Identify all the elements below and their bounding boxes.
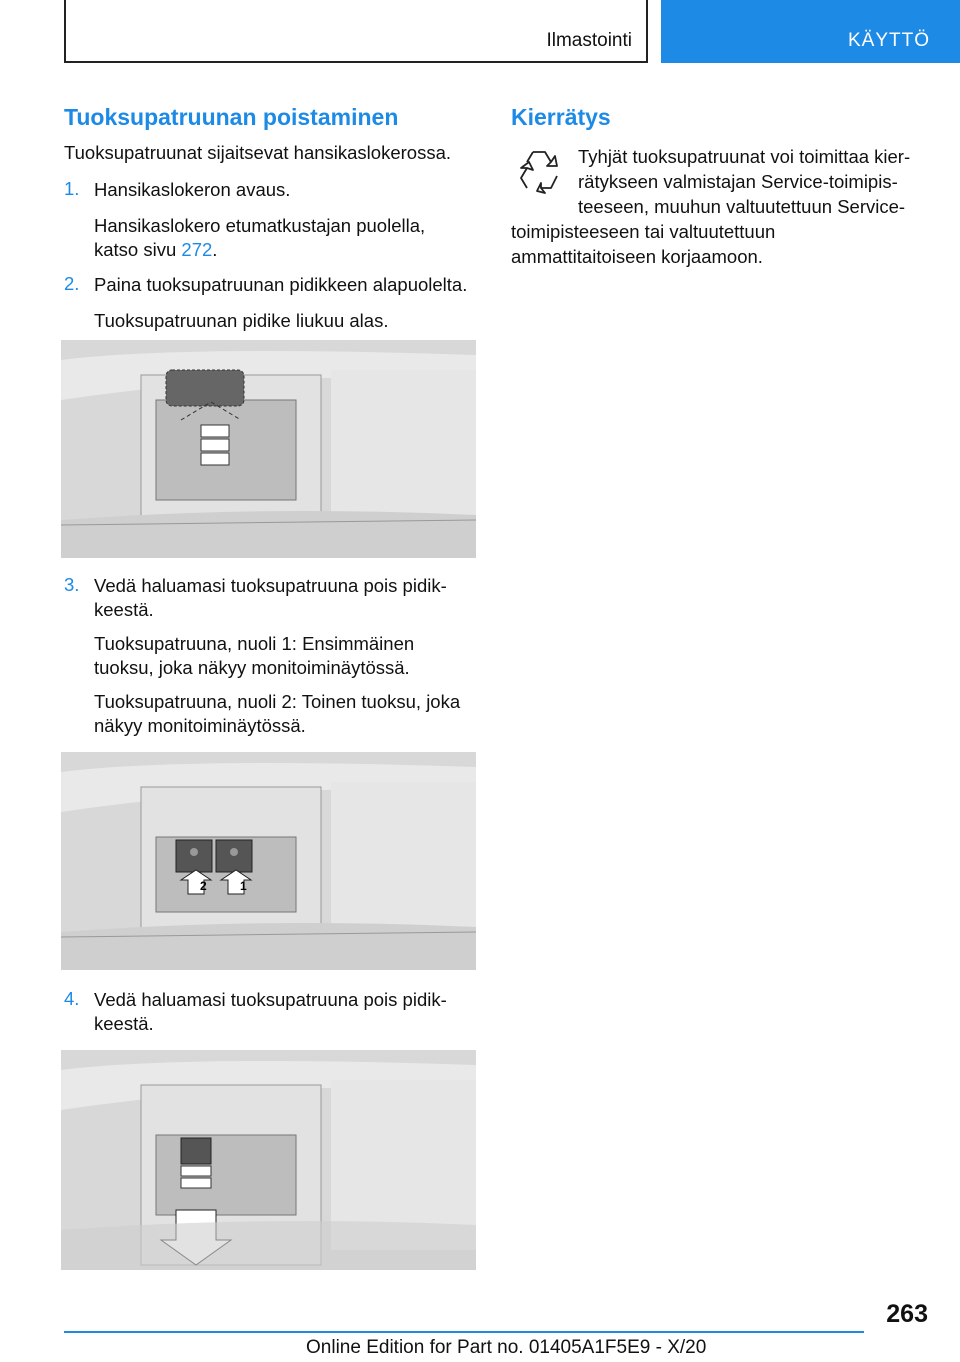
recycling-title: Kierrätys [511, 104, 611, 130]
page-link[interactable]: 272 [181, 239, 213, 260]
step-number: 1. [64, 178, 80, 199]
step-text: Vedä haluamasi tuoksupatruuna pois pidik- [94, 575, 447, 596]
step-detail: Tuoksupatruuna, nuoli 2: Toinen tuoksu, joka [94, 691, 461, 712]
figure-arrow-label-1: 1 [240, 879, 247, 893]
recycling-text: teeseen, muuhun valtuutettuun Service- [578, 196, 906, 217]
recycling-text: toimipisteeseen tai valtuutettuun [511, 221, 776, 242]
step-text: Paina tuoksupatruunan pidikkeen alapuolelta. [94, 274, 468, 295]
step-text: keestä. [94, 599, 154, 620]
figure-glovebox-press [61, 340, 476, 558]
step-detail: Tuoksupatruuna, nuoli 1: Ensimmäinen [94, 633, 415, 654]
footer-edition: Online Edition for Part no. 01405A1F5E9 - X/20 [306, 1337, 707, 1358]
figure-cartridge-pull [61, 1050, 476, 1270]
header-section-box [64, 0, 648, 63]
recycle-icon [513, 146, 565, 198]
step-text: keestä. [94, 1013, 154, 1034]
recycling-text: ammattitaitoiseen korjaamoon. [511, 246, 763, 267]
recycling-text: Tyhjät tuoksupatruunat voi toimittaa kier- [578, 146, 911, 167]
step-number: 4. [64, 988, 80, 1009]
step-detail: Tuoksupatruunan pidike liukuu alas. [94, 310, 389, 331]
intro-text: Tuoksupatruunat sijaitsevat hansikaslokerossa. [64, 142, 451, 163]
page-number: 263 [886, 1300, 928, 1328]
step-detail: tuoksu, joka näkyy monitoiminäytössä. [94, 657, 410, 678]
step-number: 3. [64, 574, 80, 595]
recycling-text: rätykseen valmistajan Service-toimipis- [578, 171, 898, 192]
header-chapter-label: KÄYTTÖ [847, 30, 930, 51]
step-detail: Hansikaslokero etumatkustajan puolella, [94, 215, 426, 236]
step-detail: näkyy monitoiminäytössä. [94, 715, 306, 736]
footer-divider [64, 1331, 864, 1333]
header-chapter-tab[interactable] [661, 0, 960, 63]
figure-cartridges-arrows [61, 752, 476, 970]
step-number: 2. [64, 273, 80, 294]
figure-arrow-label-2: 2 [200, 879, 207, 893]
step-text: Vedä haluamasi tuoksupatruuna pois pidik- [94, 989, 447, 1010]
step-text: Hansikaslokeron avaus. [94, 179, 291, 200]
step-detail: katso sivu 272. [94, 239, 218, 260]
header-section-title: Ilmastointi [546, 30, 632, 51]
section-title: Tuoksupatruunan poistaminen [64, 104, 399, 130]
